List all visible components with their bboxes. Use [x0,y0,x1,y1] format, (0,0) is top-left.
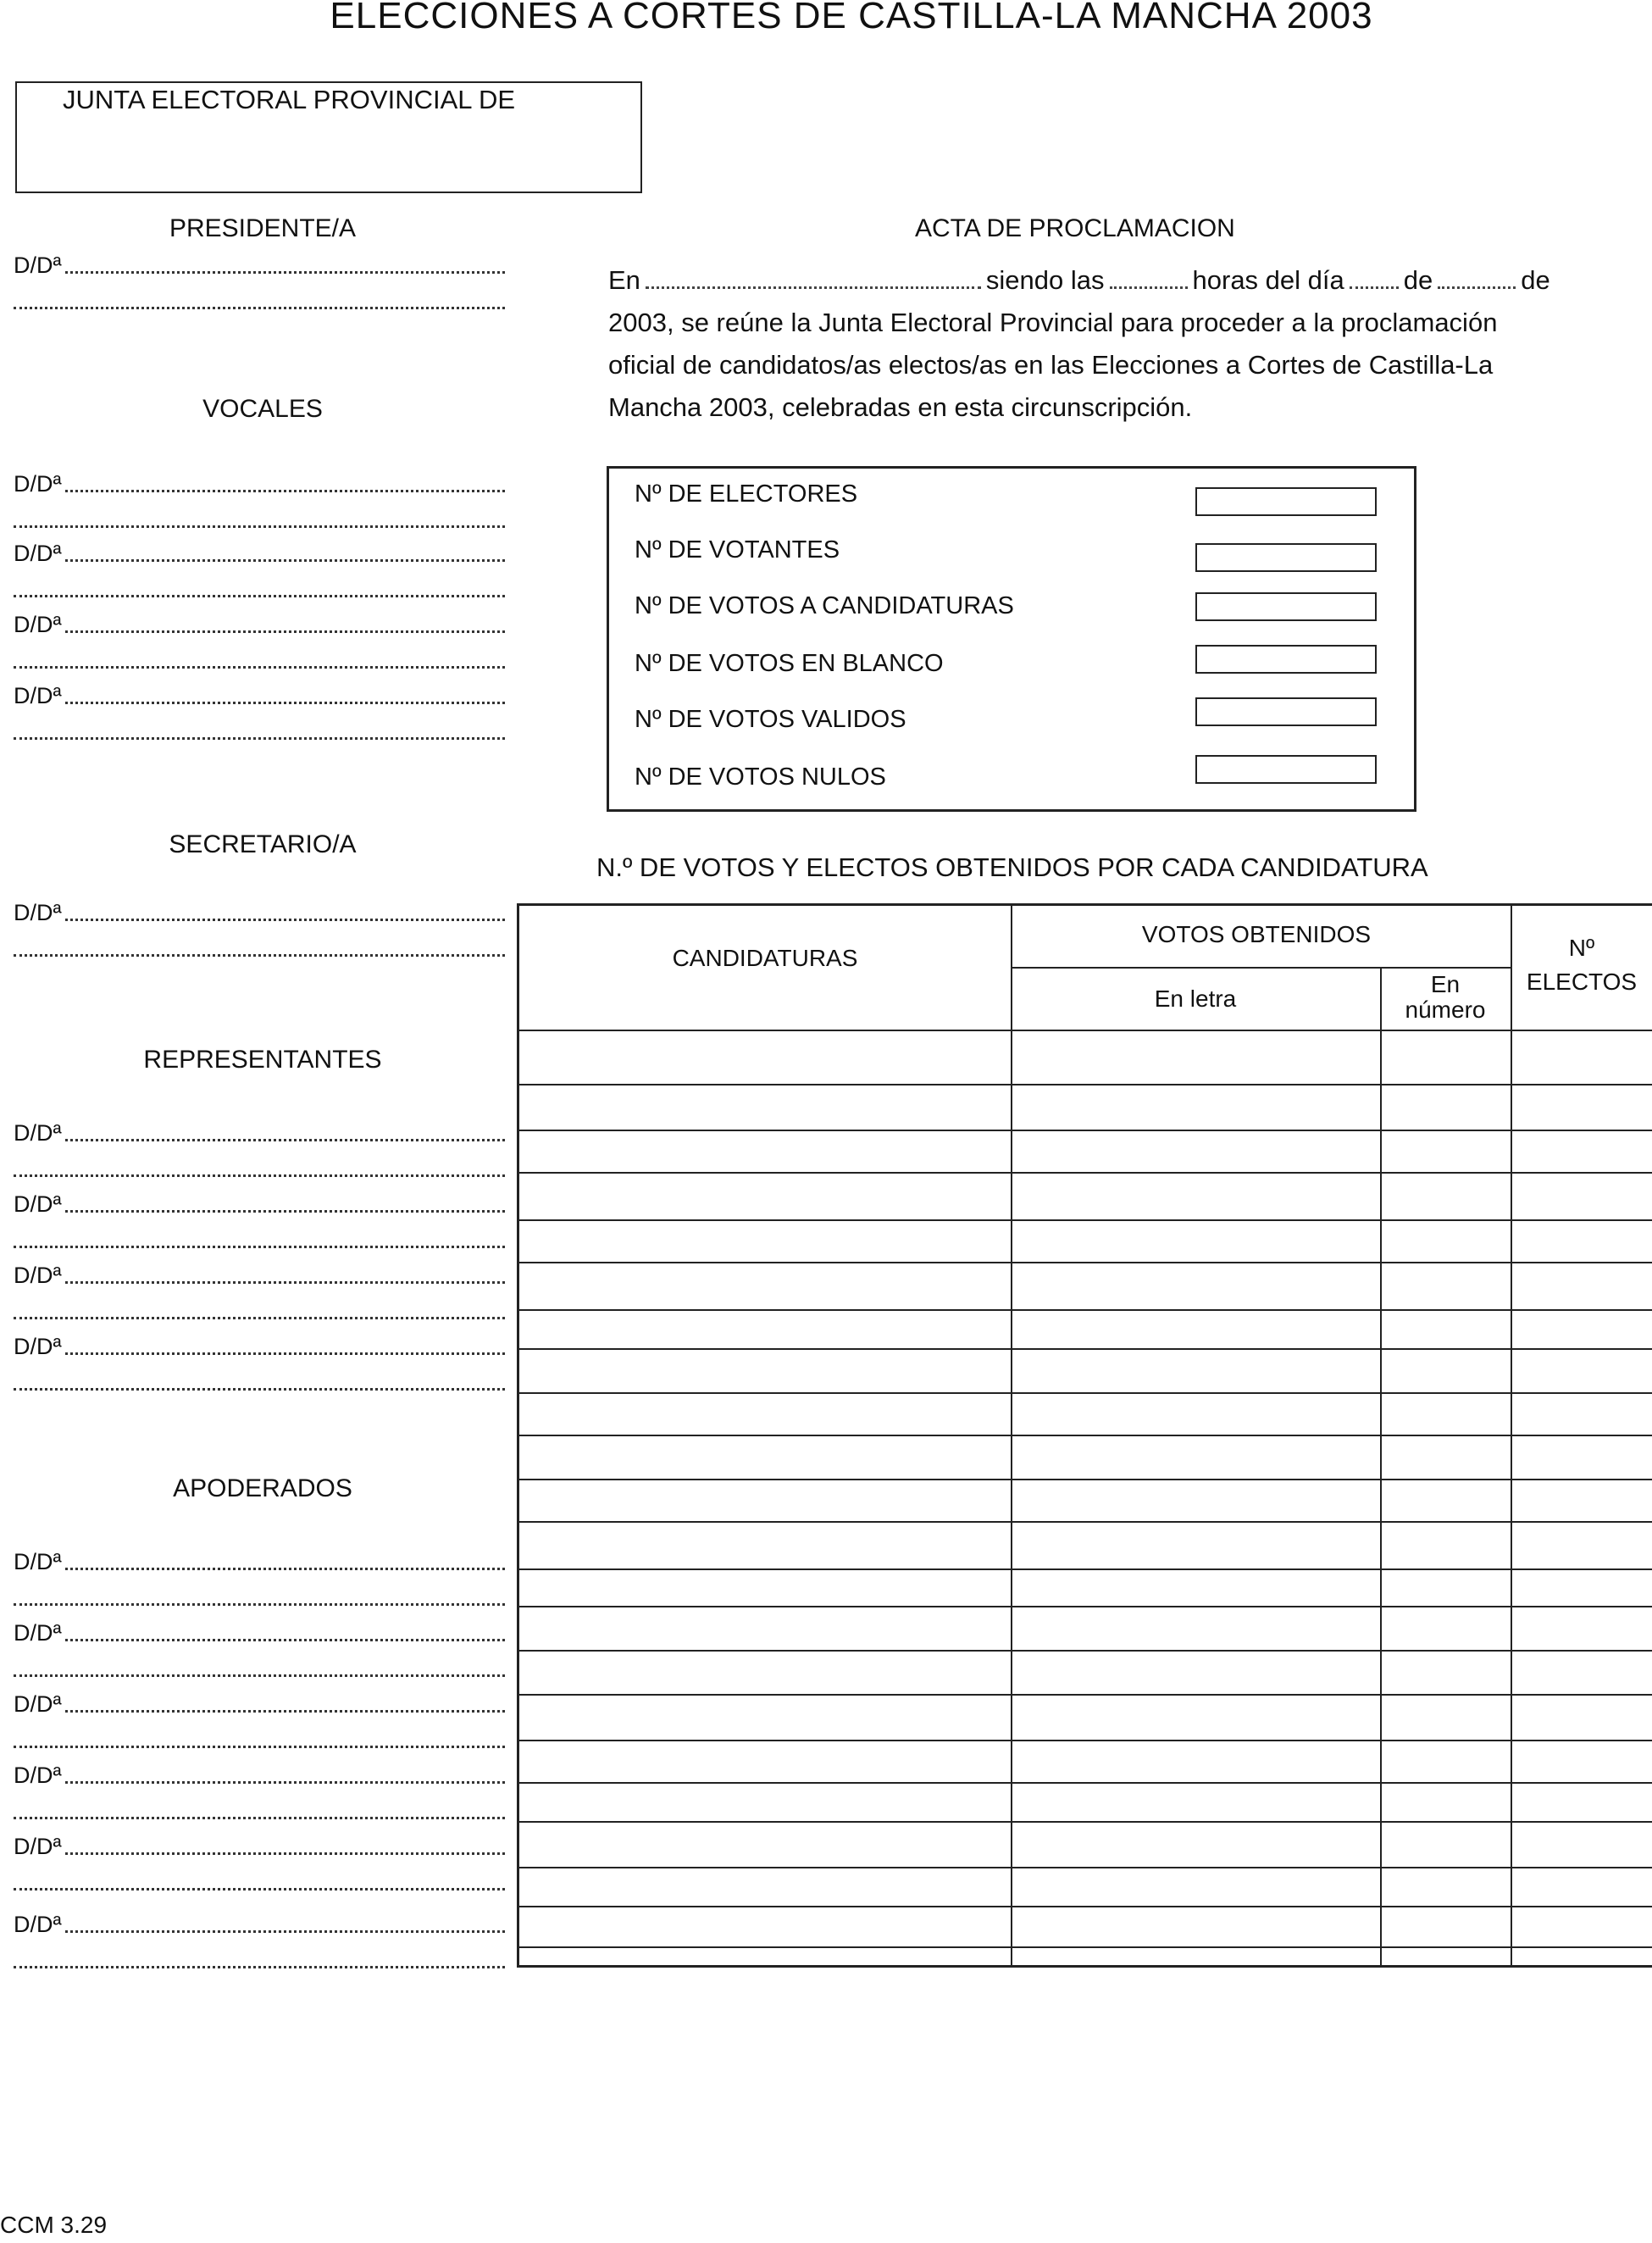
table-row-line [519,1694,1652,1696]
form-code: CCM 3.29 [0,2212,108,2238]
header-en-numero-line2: número [1405,997,1486,1023]
header-en-numero-line1: En [1430,971,1461,997]
signature-line[interactable] [14,934,505,963]
signature-line[interactable] [14,1368,505,1396]
dd-label: D/Dª [14,1549,62,1574]
signature-line[interactable] [14,1761,505,1790]
count-label-blanco: Nº DE VOTOS EN BLANCO [635,650,944,677]
table-row-line [519,1906,1652,1907]
count-field-candidaturas[interactable] [1195,592,1377,621]
counts-box [607,466,1416,812]
table-row-line [519,1479,1652,1480]
signature-line[interactable] [14,469,505,498]
dd-label: D/Dª [14,683,62,708]
signature-line[interactable] [14,1296,505,1325]
dd-label: D/Dª [14,1912,62,1937]
count-label-electores: Nº DE ELECTORES [635,480,858,508]
signature-line[interactable] [14,1225,505,1254]
table-row-line [519,1172,1652,1174]
table-row-line [519,1867,1652,1868]
header-subdivider [1011,967,1511,969]
signature-line[interactable] [14,1690,505,1718]
table-row-line [519,1521,1652,1523]
table-row-line [519,1946,1652,1948]
signature-line[interactable] [14,681,505,710]
signature-line[interactable] [14,1618,505,1647]
signature-line[interactable] [14,1583,505,1612]
column-divider [1380,967,1382,1965]
signature-line[interactable] [14,1332,505,1361]
dd-label: D/Dª [14,1691,62,1717]
results-table [517,903,1652,1968]
dd-label: D/Dª [14,612,62,637]
signature-line[interactable] [14,1946,505,1974]
day-field[interactable] [1350,278,1399,289]
count-label-votantes: Nº DE VOTANTES [635,536,840,564]
table-row-line [519,1435,1652,1436]
header-votos: VOTOS OBTENIDOS [1141,921,1372,947]
count-field-blanco[interactable] [1195,645,1377,674]
table-row-line [519,1309,1652,1311]
signature-line[interactable] [14,505,505,534]
table-row-line [519,1348,1652,1350]
dd-label: D/Dª [14,541,62,566]
count-field-nulos[interactable] [1195,755,1377,784]
text-en: En [608,265,640,295]
month-field[interactable] [1438,278,1516,289]
dd-label: D/Dª [14,1763,62,1788]
heading-apoderados: APODERADOS [173,1474,352,1502]
dd-label: D/Dª [14,1120,62,1146]
place-field[interactable] [646,278,981,289]
signature-line[interactable] [14,1261,505,1290]
table-row-line [519,1084,1652,1085]
text-siendo: siendo las [985,265,1105,295]
signature-line[interactable] [14,1868,505,1896]
document-title: ELECCIONES A CORTES DE CASTILLA-LA MANCHA 2003 [330,0,1373,36]
dd-label: D/Dª [14,900,62,925]
signature-line[interactable] [14,1119,505,1147]
header-electos [1511,931,1652,999]
signature-line[interactable] [14,1154,505,1183]
junta-label: JUNTA ELECTORAL PROVINCIAL DE [63,85,516,114]
signature-line[interactable] [14,1910,505,1939]
text-de-1: de [1403,265,1433,295]
table-row-line [519,1606,1652,1607]
signature-line[interactable] [14,575,505,603]
header-electos-line1: Nº [1568,935,1595,961]
signature-line[interactable] [14,539,505,568]
dd-label: D/Dª [14,253,62,278]
heading-presidente: PRESIDENTE/A [169,214,357,242]
count-label-candidaturas: Nº DE VOTOS A CANDIDATURAS [635,592,1014,619]
count-field-electores[interactable] [1195,487,1377,516]
signature-line[interactable] [14,898,505,927]
signature-line[interactable] [14,610,505,639]
table-row-line [519,1740,1652,1741]
table-row-line [519,1262,1652,1263]
signature-line[interactable] [14,251,505,280]
header-electos-line2: ELECTOS [1526,969,1638,995]
text-horas: horas del día [1192,265,1344,295]
heading-vocales: VOCALES [202,395,323,423]
header-en-letra: En letra [1154,985,1237,1012]
table-row-line [519,1030,1652,1031]
signature-line[interactable] [14,1190,505,1219]
dd-label: D/Dª [14,1620,62,1646]
table-row-line [519,1392,1652,1394]
count-field-validos[interactable] [1195,697,1377,726]
heading-representantes: REPRESENTANTES [143,1046,382,1074]
header-candidaturas: CANDIDATURAS [672,945,858,971]
dd-label: D/Dª [14,1191,62,1217]
table-row-line [519,1782,1652,1784]
header-en-numero [1380,972,1511,1023]
signature-line[interactable] [14,1547,505,1576]
signature-line[interactable] [14,717,505,746]
text-de-2: de [1521,265,1550,295]
table-row-line [519,1650,1652,1652]
signature-line[interactable] [14,286,505,315]
hour-field[interactable] [1110,278,1188,289]
table-row-line [519,1219,1652,1221]
signature-line[interactable] [14,646,505,675]
count-label-nulos: Nº DE VOTOS NULOS [635,763,886,791]
dd-label: D/Dª [14,1834,62,1859]
table-row-line [519,1130,1652,1131]
table-row-line [519,1568,1652,1570]
count-field-votantes[interactable] [1195,543,1377,572]
signature-line[interactable] [14,1832,505,1861]
dd-label: D/Dª [14,1263,62,1288]
acta-heading: ACTA DE PROCLAMACION [915,214,1235,242]
table-title: N.º DE VOTOS Y ELECTOS OBTENIDOS POR CADA CANDIDATURA [596,852,1428,882]
heading-secretario: SECRETARIO/A [169,830,357,858]
acta-line-1 [608,259,1650,302]
acta-paragraph [608,259,1650,429]
acta-line-3: oficial de candidatos/as electos/as en las Elecciones a Cortes de Castilla-La [608,350,1494,380]
signature-line[interactable] [14,1654,505,1683]
table-row-line [519,1821,1652,1823]
signature-line[interactable] [14,1725,505,1754]
signature-line[interactable] [14,1796,505,1825]
acta-line-4: Mancha 2003, celebradas en esta circunscripción. [608,392,1193,422]
dd-label: D/Dª [14,471,62,497]
dd-label: D/Dª [14,1334,62,1359]
count-label-validos: Nº DE VOTOS VALIDOS [635,706,906,733]
acta-line-2: 2003, se reúne la Junta Electoral Provincial para proceder a la proclamación [608,308,1498,337]
